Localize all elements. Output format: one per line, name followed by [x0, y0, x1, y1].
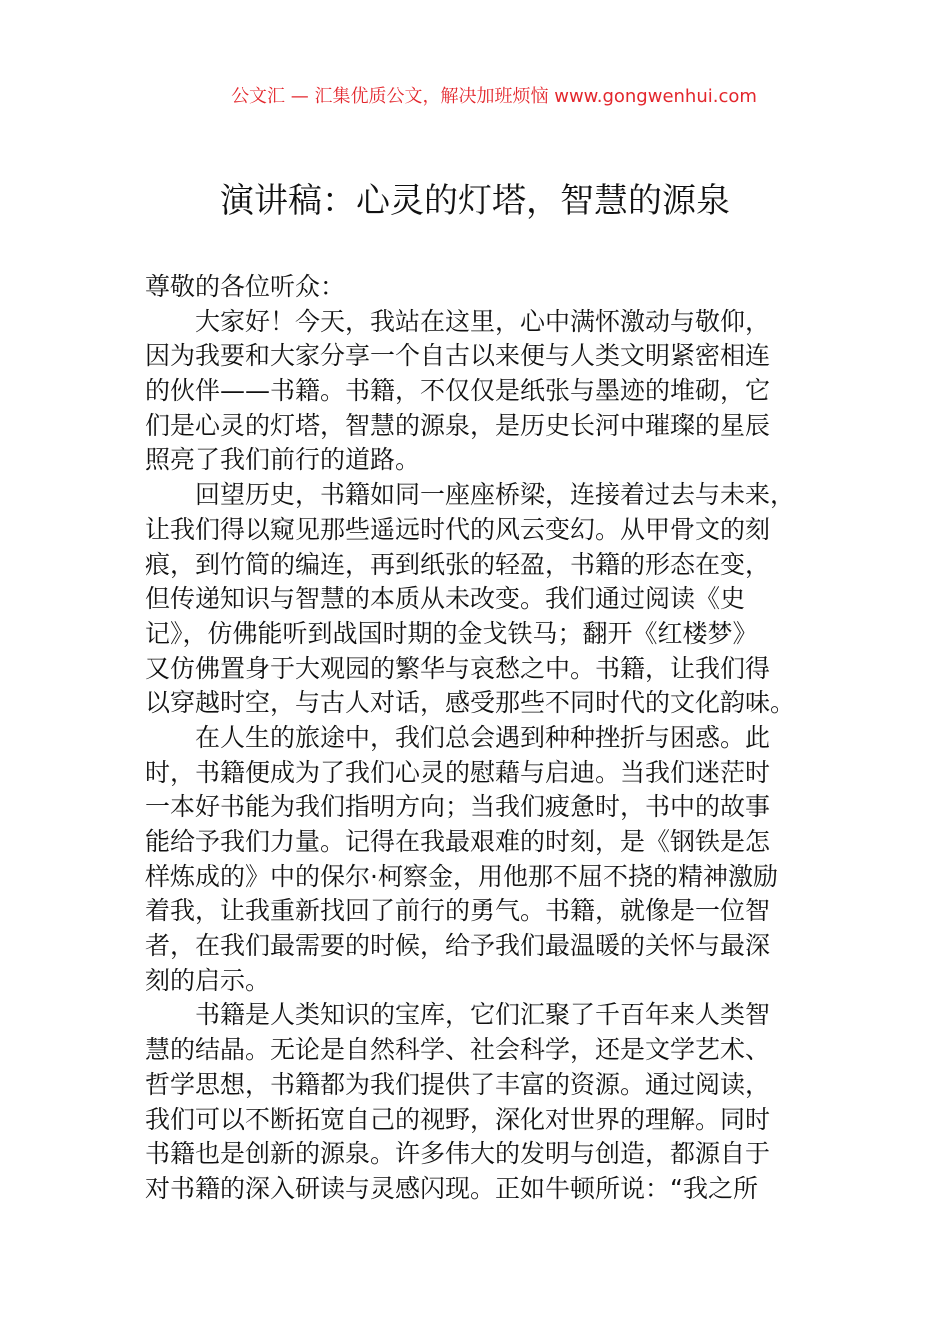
text-line: 刻的启示。: [145, 965, 271, 995]
text-line: 者，在我们最需要的时候，给予我们最温暖的关怀与最深: [145, 931, 771, 961]
text-line: 慧的结晶。无论是自然科学、社会科学，还是文学艺术、: [145, 1035, 771, 1065]
text-line: 我们可以不断拓宽自己的视野，深化对世界的理解。同时: [145, 1104, 771, 1134]
text-line: 着我，让我重新找回了前行的勇气。书籍，就像是一位智: [145, 896, 771, 926]
text-line: 因为我要和大家分享一个自古以来便与人类文明紧密相连: [145, 341, 771, 371]
text-line: 以穿越时空，与古人对话，感受那些不同时代的文化韵味。: [145, 688, 796, 718]
text-line: 样炼成的》中的保尔·柯察金，用他那不屈不挠的精神激励: [145, 861, 778, 891]
text-line: 大家好！今天，我站在这里，心中满怀激动与敬仰，: [195, 306, 771, 336]
document-title: 演讲稿：心灵的灯塔，智慧的源泉: [220, 181, 730, 221]
text-line: 对书籍的深入研读与灵感闪现。正如牛顿所说：“我之所: [145, 1173, 758, 1203]
text-line: 的伙伴——书籍。书籍，不仅仅是纸张与墨迹的堆砌，它: [145, 376, 771, 406]
text-line: 让我们得以窥见那些遥远时代的风云变幻。从甲骨文的刻: [145, 514, 771, 544]
text-line: 们是心灵的灯塔，智慧的源泉，是历史长河中璀璨的星辰: [145, 410, 771, 440]
text-line: 记》，仿佛能听到战国时期的金戈铁马；翻开《红楼梦》: [145, 618, 758, 648]
text-line: 照亮了我们前行的道路。: [145, 445, 421, 475]
text-line: 在人生的旅途中，我们总会遇到种种挫折与困惑。此: [195, 722, 771, 752]
text-line: 能给予我们力量。记得在我最艰难的时刻，是《钢铁是怎: [145, 827, 771, 856]
text-line: 书籍也是创新的源泉。许多伟大的发明与创造，都源自于: [145, 1139, 771, 1169]
text-line: 尊敬的各位听众：: [145, 272, 346, 301]
text-line: 又仿佛置身于大观园的繁华与哀愁之中。书籍，让我们得: [145, 653, 771, 683]
document-body: [145, 270, 835, 1207]
text-line: 回望历史，书籍如同一座座桥梁，连接着过去与未来，: [195, 480, 796, 510]
text-line: 痕，到竹简的编连，再到纸张的轻盈，书籍的形态在变，: [145, 549, 771, 579]
text-line: 但传递知识与智慧的本质从未改变。我们通过阅读《史: [145, 584, 746, 614]
text-line: 书籍是人类知识的宝库，它们汇聚了千百年来人类智: [195, 1000, 771, 1030]
text-line: 哲学思想，书籍都为我们提供了丰富的资源。通过阅读，: [145, 1069, 771, 1099]
text-line: 时，书籍便成为了我们心灵的慰藉与启迪。当我们迷茫时: [145, 757, 771, 787]
text-line: 一本好书能为我们指明方向；当我们疲惫时，书中的故事: [145, 792, 771, 822]
site-header-banner: 公文汇 — 汇集优质公文，解决加班烦恼 www.gongwenhui.com: [231, 86, 757, 107]
